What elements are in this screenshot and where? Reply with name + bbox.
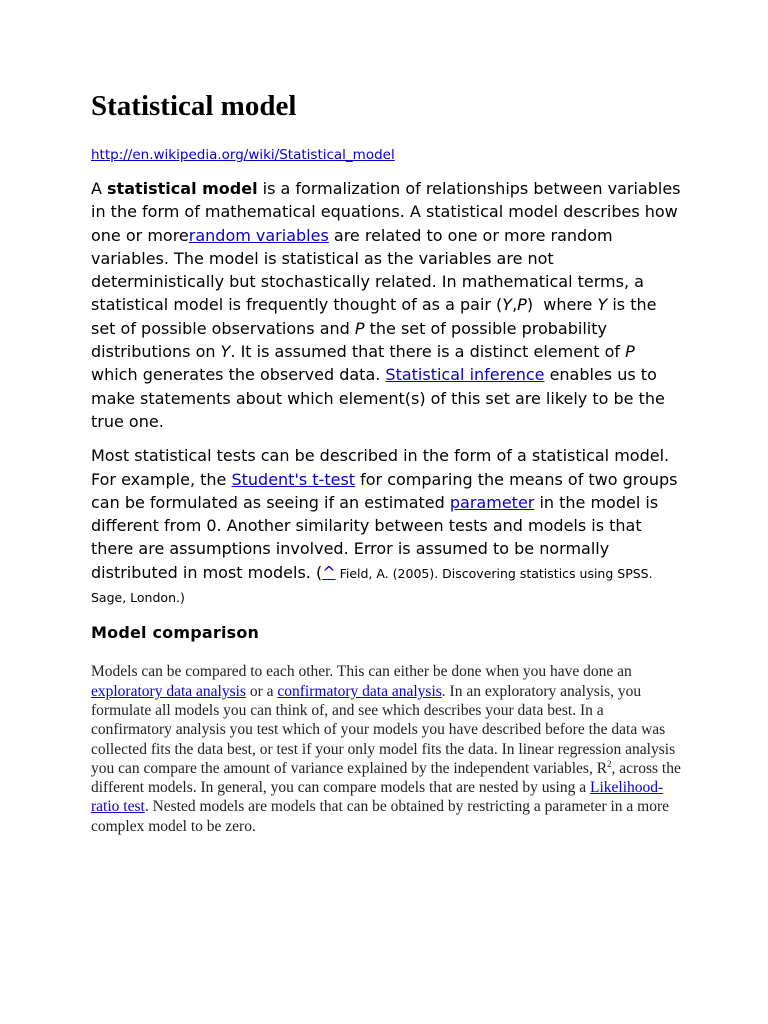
page-title: Statistical model xyxy=(91,90,297,122)
math-p: P xyxy=(625,342,635,362)
exploratory-analysis-link[interactable]: exploratory data analysis xyxy=(91,682,246,700)
text-run: . It is assumed that there is a distinct element of xyxy=(230,342,626,362)
text-run: or a xyxy=(245,682,278,700)
confirmatory-analysis-link[interactable]: confirmatory data analysis xyxy=(277,682,442,700)
text-run: Most statistical tests can be described in the form of a statistical model. For example, the xyxy=(91,446,670,489)
text-run: . Nested models are models that can be obtained by restricting a parameter in a more complex model to be zero. xyxy=(91,798,670,835)
statistical-inference-link[interactable]: Statistical inference xyxy=(385,365,545,385)
text-run: is the set of possible observations and xyxy=(91,295,657,338)
random-variables-link[interactable]: random variables xyxy=(188,225,329,245)
source-url-link[interactable]: http://en.wikipedia.org/wiki/Statistical_model xyxy=(91,147,395,163)
bold-term: statistical model xyxy=(107,179,258,198)
document-page xyxy=(91,88,683,836)
superscript: 2 xyxy=(607,758,612,769)
text-run: is a formalization of relationships between variables in the form of mathematical equations. A statistical model describes how one or more xyxy=(91,179,681,245)
math-y: Y xyxy=(220,342,231,362)
text-run: the set of possible probability distributions on xyxy=(91,318,607,362)
text-run: , across the different models. In general, you can compare models that are nested by using a xyxy=(91,759,681,797)
section-heading: Model comparison xyxy=(91,623,260,643)
math-y: Y xyxy=(502,295,513,315)
math-y: Y xyxy=(597,295,608,315)
text-run: Models can be compared to each other. This can either be done when you have done an xyxy=(91,663,632,681)
text-run: . In an exploratory analysis, you formulate all models you can think of, and see which describes your data best. In a confirmatory analysis you test which of your models you have described before the data was collected fits the data best, or test if your only model fits the data. In linear regression analysis you can compare the amount of variance explained by the independent variables, R xyxy=(91,682,676,777)
text-run: are related to one or more random variables. The model is statistical as the variables are not deterministically but stochastically related. In mathematical terms, a statistical model is frequently thought of as a pair ( xyxy=(91,225,644,315)
intro-paragraph xyxy=(91,177,683,433)
text-run: ) where xyxy=(526,295,598,315)
tests-paragraph xyxy=(91,444,683,609)
text-run: in the model is different from 0. Another similarity between tests and models is that there are assumptions involved. Error is assumed to be normally distributed in most models. ( xyxy=(91,492,659,582)
citation-caret-link[interactable]: ^ xyxy=(322,562,336,582)
text-run: for comparing the means of two groups can be formulated as seeing if an estimated xyxy=(91,469,678,512)
model-comparison-paragraph xyxy=(91,662,683,836)
text-run: which generates the observed data. xyxy=(91,365,386,385)
math-p: P xyxy=(354,318,365,338)
students-t-test-link[interactable]: Student's t-test xyxy=(231,469,356,489)
text-run: A xyxy=(91,179,108,198)
parameter-link[interactable]: parameter xyxy=(449,492,535,512)
text-run: enables us to make statements about which element(s) of this set are likely to be the true one. xyxy=(91,365,665,431)
likelihood-ratio-test-link[interactable]: Likelihood-ratio test xyxy=(91,779,664,816)
citation-text: Field, A. (2005). Discovering statistics using SPSS. Sage, London.) xyxy=(91,565,653,606)
math-p: P xyxy=(517,295,527,315)
text-run: , xyxy=(512,295,518,315)
